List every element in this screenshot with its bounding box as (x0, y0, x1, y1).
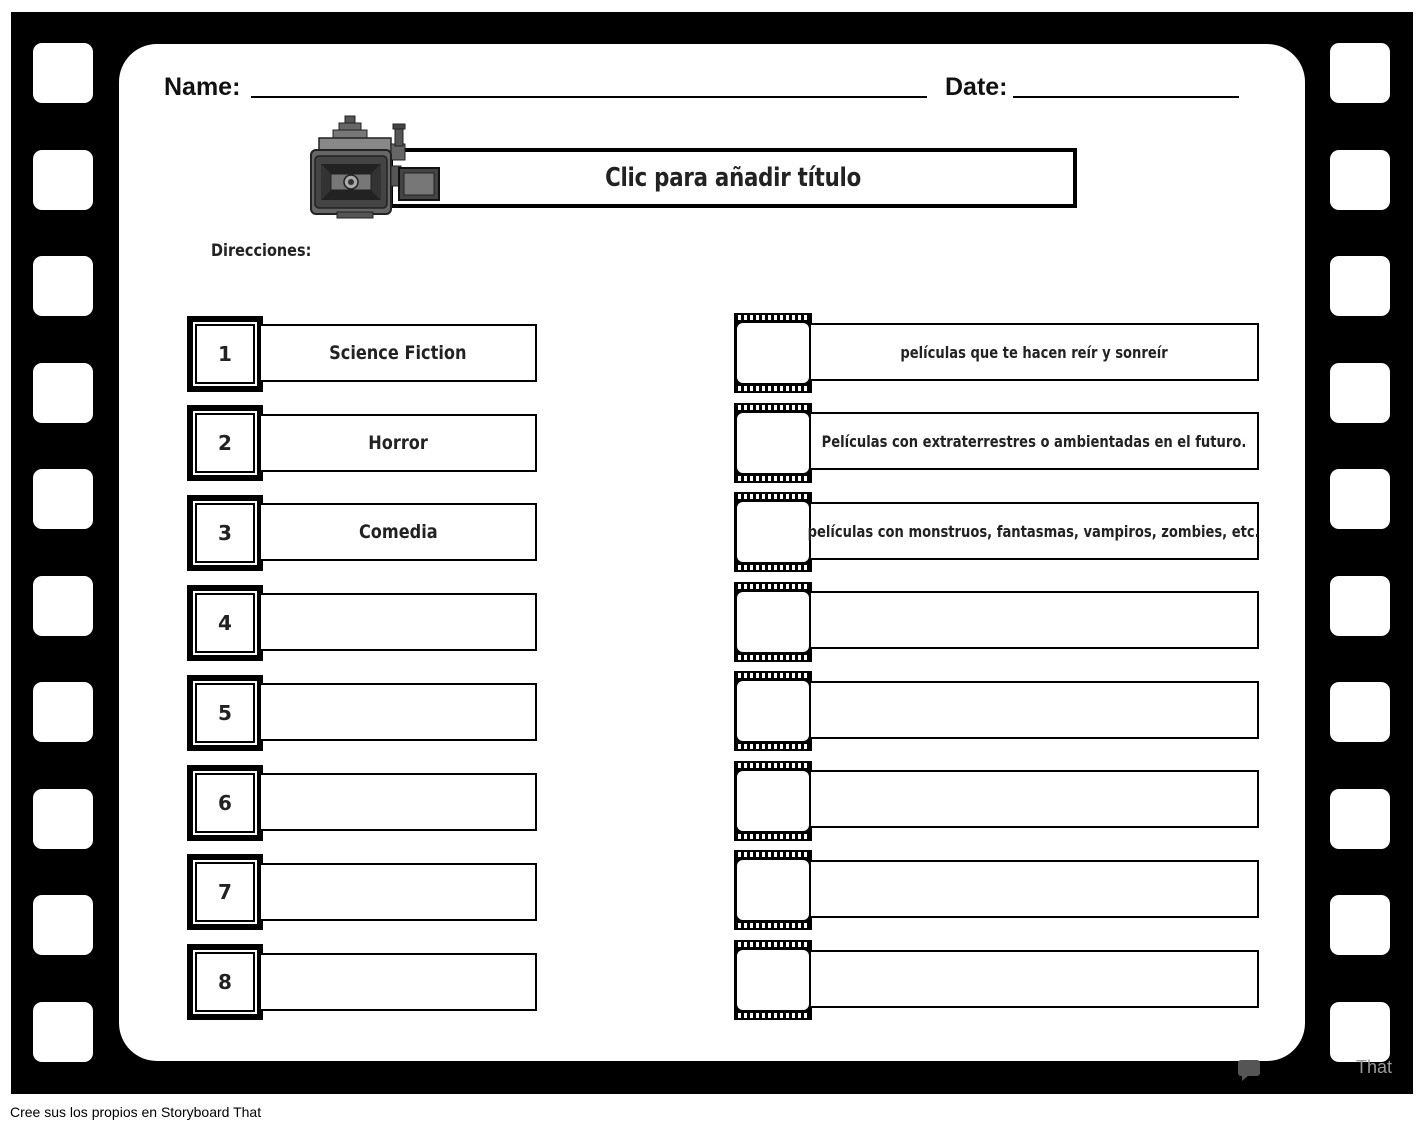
term-number: 2 (218, 431, 232, 455)
film-perforation (33, 576, 93, 636)
watermark-text: That (1356, 1057, 1393, 1077)
directions-label: Direcciones: (211, 241, 312, 261)
definition-field[interactable] (811, 412, 1259, 470)
film-perforation (1330, 256, 1390, 316)
term-number: 1 (218, 342, 232, 366)
term-number-box (187, 585, 263, 661)
term-field[interactable] (261, 683, 537, 741)
term-field[interactable] (261, 503, 537, 561)
film-frame-icon[interactable] (734, 940, 812, 1020)
film-frame-icon[interactable] (734, 850, 812, 930)
term-field[interactable] (261, 593, 537, 651)
film-perforation (1330, 1002, 1390, 1062)
date-line[interactable] (1013, 96, 1239, 98)
speech-bubble-icon (1236, 1058, 1262, 1082)
film-perforation (33, 682, 93, 742)
film-perforation (33, 1002, 93, 1062)
film-frame-icon[interactable] (734, 313, 812, 393)
definition-field[interactable] (807, 502, 1261, 560)
film-perforation (1330, 576, 1390, 636)
term-number: 4 (218, 611, 232, 635)
term-number-box (187, 675, 263, 751)
definition-field[interactable] (811, 323, 1259, 381)
term-number: 3 (218, 521, 232, 545)
term-number-box (187, 765, 263, 841)
term-number-box (187, 944, 263, 1020)
term-text: Horror (368, 432, 428, 454)
film-perforation (33, 469, 93, 529)
film-perforation (1330, 682, 1390, 742)
title-box[interactable] (389, 148, 1077, 208)
definition-field[interactable] (811, 591, 1259, 649)
definition-text: películas que te hacen reír y sonreír (900, 342, 1168, 362)
film-frame-icon[interactable] (734, 403, 812, 483)
term-field[interactable] (261, 953, 537, 1011)
term-field[interactable] (261, 414, 537, 472)
film-perforation (1330, 150, 1390, 210)
term-text: Comedia (358, 521, 438, 543)
term-text: Science Fiction (329, 342, 467, 364)
definition-field[interactable] (811, 860, 1259, 918)
film-perforation (33, 43, 93, 103)
film-frame-icon[interactable] (734, 761, 812, 841)
film-perforation (1330, 363, 1390, 423)
definition-field[interactable] (811, 770, 1259, 828)
film-frame-icon[interactable] (734, 582, 812, 662)
term-number-box (187, 316, 263, 392)
definition-field[interactable] (811, 950, 1259, 1008)
term-number-box (187, 405, 263, 481)
definition-text: películas con monstruos, fantasmas, vampiros, zombies, etc. (807, 521, 1261, 541)
term-number: 8 (218, 970, 232, 994)
name-label: Name: (164, 73, 241, 101)
film-frame-icon[interactable] (734, 671, 812, 751)
film-perforation (1330, 469, 1390, 529)
worksheet-title: Clic para añadir título (605, 163, 861, 193)
definition-text: Películas con extraterrestres o ambientadas en el futuro. (821, 431, 1247, 451)
term-number: 7 (218, 880, 232, 904)
film-perforation (1330, 789, 1390, 849)
film-perforation (33, 256, 93, 316)
film-perforation (33, 363, 93, 423)
term-number-box (187, 854, 263, 930)
footer-credit[interactable]: Cree sus los propios en Storyboard That (10, 1104, 262, 1120)
term-number-box (187, 495, 263, 571)
film-perforation (33, 895, 93, 955)
film-perforation (33, 150, 93, 210)
term-field[interactable] (261, 863, 537, 921)
term-field[interactable] (261, 773, 537, 831)
film-perforation (33, 789, 93, 849)
film-perforation (1330, 895, 1390, 955)
term-number: 6 (218, 791, 232, 815)
term-field[interactable] (261, 324, 537, 382)
definition-field[interactable] (811, 681, 1259, 739)
movie-camera-icon (307, 114, 443, 222)
date-label: Date: (945, 73, 1008, 101)
film-perforation (1330, 43, 1390, 103)
name-line[interactable] (251, 96, 927, 98)
film-frame-icon[interactable] (734, 492, 812, 572)
term-number: 5 (218, 701, 232, 725)
